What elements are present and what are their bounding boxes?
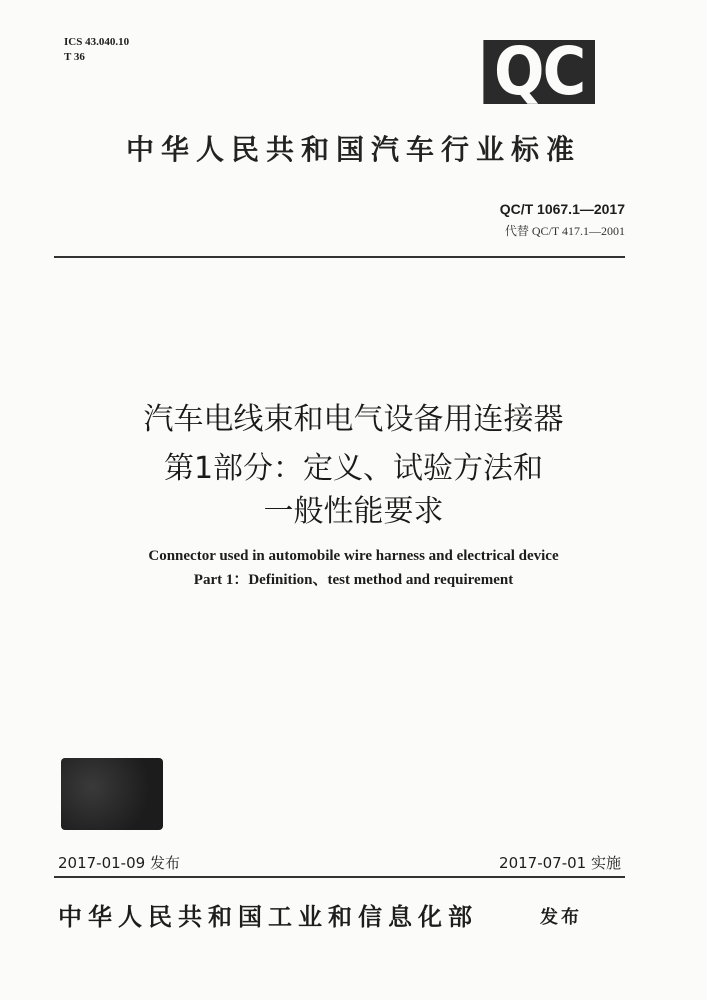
stamp-label	[61, 758, 163, 830]
title-zh-line3: 一般性能要求	[263, 494, 444, 529]
publish-label: 发布	[540, 907, 582, 928]
category-code: T 36	[64, 51, 85, 63]
title-zh-line2: 第1部分：定义、试验方法和	[163, 451, 544, 486]
qc-logo: QC	[483, 40, 595, 104]
standard-organization: 中华人民共和国汽车行业标准	[125, 133, 581, 166]
title-zh-line1: 汽车电线束和电气设备用连接器	[143, 402, 564, 437]
implementation-date: 2017-07-01 实施	[499, 854, 621, 872]
standard-code: QC/T 1067.1—2017	[499, 201, 625, 217]
title-en-line2: Part 1：Definition、test method and requirement	[193, 572, 514, 588]
title-en-line1: Connector used in automobile wire harness and electrical device	[148, 548, 559, 564]
ics-classification	[64, 35, 129, 65]
publisher: 中华人民共和国工业和信息化部	[58, 902, 478, 931]
replaces-standard: 代替 QC/T 417.1—2001	[504, 224, 625, 238]
ics-code: ICS 43.040.10	[64, 36, 130, 48]
issue-date: 2017-01-09 发布	[58, 854, 180, 872]
top-divider	[54, 256, 625, 258]
bottom-divider	[54, 876, 625, 878]
